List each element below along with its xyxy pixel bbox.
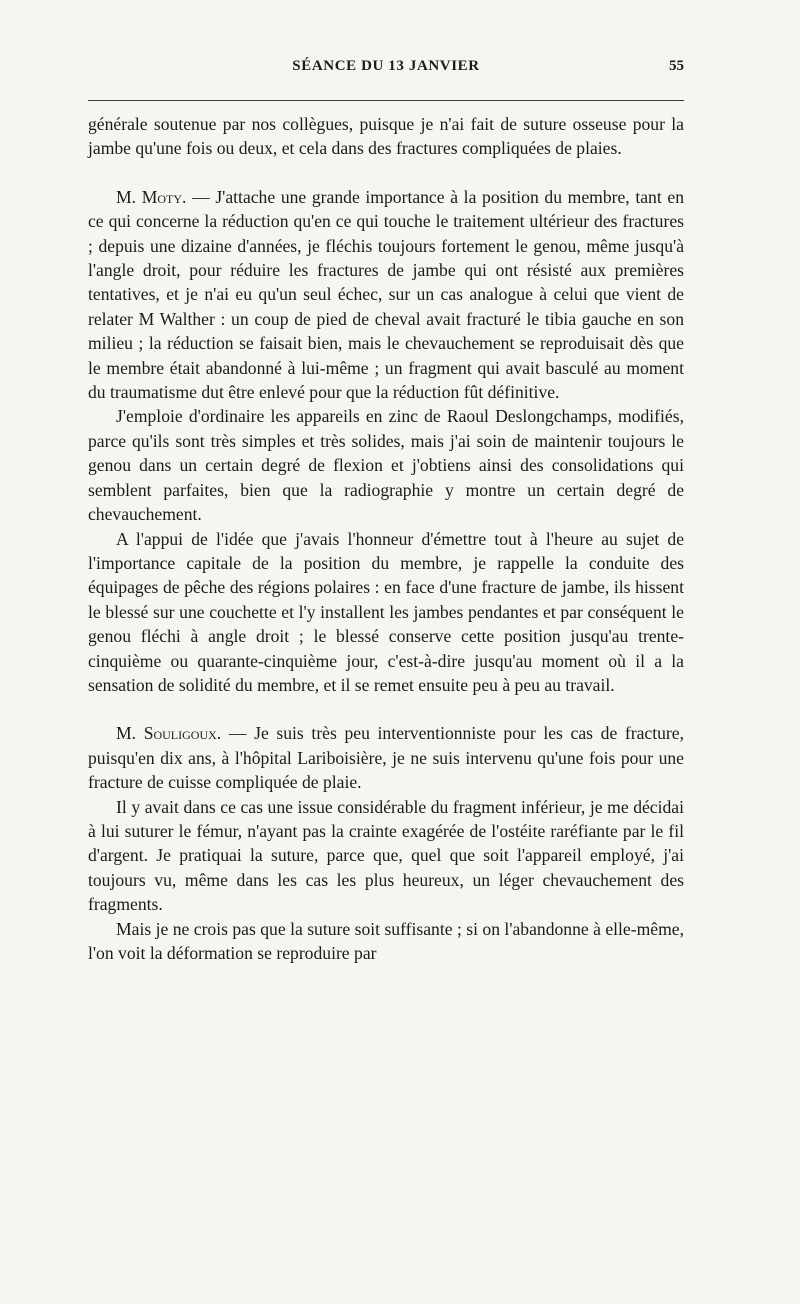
paragraph-position — [88, 527, 684, 698]
speaker-name: M. Souligoux. — [116, 723, 222, 744]
paragraph-text: — Je suis très peu interventionniste pour les cas de fracture, puisqu'en dix ans, à l'hôpital Lariboisière, je ne suis intervenu qu'une fois pour une fracture de cuisse compliquée de plaie. — [88, 723, 684, 793]
header-rule — [88, 100, 684, 101]
paragraph-text: Il y avait dans ce cas une issue considérable du fragment inférieur, je me décidai à lui suturer le fémur, n'ayant pas la crainte exagérée de l'ostéite raréfiante par le fil d'argent. Je pratiquai la suture, parce que, quel que soit l'appareil employé, j'ai toujours vu, même dans les cas les plus heureux, un léger chevauchement des fragments. — [88, 796, 684, 915]
paragraph-text: — J'attache une grande importance à la position du membre, tant en ce qui concerne la réduction qu'en ce qui touche le traitement ultérieur des fractures ; depuis une dizaine d'années, je fléchis toujours fortement le genou, même jusqu'à l'angle droit, pour réduire les fractures de jambe qui ont résisté aux premières tentatives, et je n'ai eu qu'un seul échec, sur un cas analogue à celui que vient de relater M Walther : un coup de pied de cheval avait fracturé le tibia gauche en son milieu ; la réduction se faisait bien, mais le chevauchement se reproduisait dès que le membre était abandonné à lui-même ; un fragment qui avait basculé au moment du traumatisme dut être enlevé pour que la réduction fût définitive. — [88, 186, 685, 403]
paragraph-moty — [88, 185, 684, 405]
section-gap — [88, 697, 684, 721]
paragraph-appareils — [88, 404, 684, 526]
paragraph-text: A l'appui de l'idée que j'avais l'honneur d'émettre tout à l'heure au sujet de l'importance capitale de la position du membre, je rappelle la conduite des équipages de pêche des régions polaires : en face d'une fracture de jambe, ils hissent le blessé sur une couchette et l'y installent les jambes pendantes et par conséquent le genou fléchi à angle droit ; le blessé conserve cette position jusqu'au trente-cinquième ou quarante-cinquième jour, c'est-à-dire jusqu'au moment où il a la sensation de solidité du membre, et il se remet ensuite peu à peu au travail. — [88, 528, 684, 695]
paragraph-souligoux — [88, 721, 684, 794]
speaker-name: M. Moty. — [116, 186, 187, 207]
paragraph-continuation — [88, 112, 684, 161]
section-gap — [88, 161, 684, 185]
paragraph-suture — [88, 795, 684, 917]
paragraph-text: J'emploie d'ordinaire les appareils en zinc de Raoul Deslongchamps, modifiés, parce qu'ils sont très simples et très solides, mais j'ai soin de maintenir toujours le genou dans un certain degré de flexion et j'obtiens ainsi des consolidations qui semblent parfaites, bien que la radiographie y montre un certain degré de chevauchement. — [88, 406, 684, 525]
paragraph-text: Mais je ne crois pas que la suture soit suffisante ; si on l'abandonne à elle-même, l'on voit la déformation se reproduire par — [88, 918, 684, 963]
running-header — [88, 58, 684, 84]
paragraph-final — [88, 917, 684, 966]
page-body — [88, 112, 684, 965]
page-number: 55 — [669, 58, 684, 74]
running-title: SÉANCE DU 13 JANVIER — [292, 58, 480, 74]
paragraph-text: générale soutenue par nos collègues, puisque je n'ai fait de suture osseuse pour la jambe qu'une fois ou deux, et cela dans des fractures compliquées de plaies. — [88, 114, 684, 159]
